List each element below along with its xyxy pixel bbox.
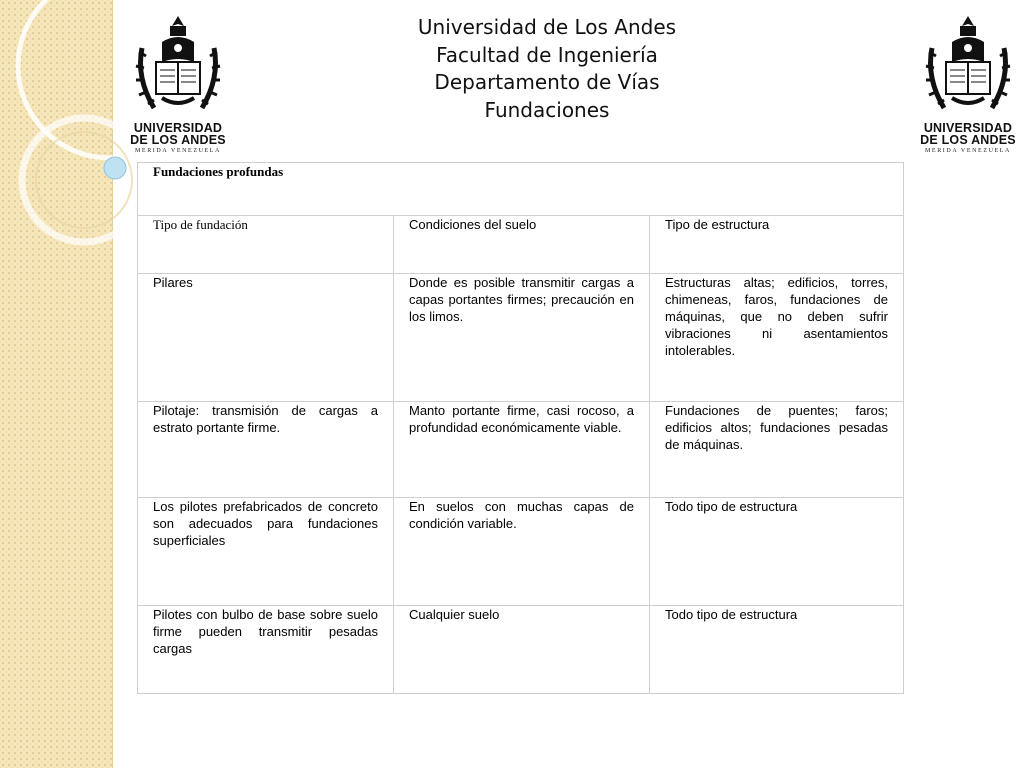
page-title-block	[340, 14, 754, 124]
logo-text-line2: DE LOS ANDES	[130, 133, 226, 147]
crest-icon	[132, 12, 224, 120]
header-cell-foundation-type: Tipo de fundación	[138, 216, 394, 274]
title-subject: Fundaciones	[484, 97, 610, 122]
logo-text-line3: MERIDA VENEZUELA	[135, 148, 221, 154]
logo-text-line1: UNIVERSIDAD	[133, 121, 223, 135]
table-cell: Manto portante firme, casi rocoso, a profundidad económicamente viable.	[394, 402, 650, 498]
university-logo-right	[918, 10, 1018, 154]
table-cell: Fundaciones de puentes; faros; edificios altos; fundaciones pesadas de máquinas.	[650, 402, 904, 498]
logo-text-line2: DE LOS ANDES	[920, 133, 1016, 147]
table-row	[138, 274, 904, 402]
decorative-dot	[104, 157, 126, 179]
title-department: Departamento de Vías	[434, 70, 660, 94]
table-cell: Todo tipo de estructura	[650, 606, 904, 694]
header-cell-soil-conditions: Condiciones del suelo	[394, 216, 650, 274]
table-cell: Pilares	[138, 274, 394, 402]
decorative-ring-small	[22, 118, 140, 242]
table-cell: Estructuras altas; edificios, torres, chimeneas, faros, fundaciones de máquinas, que no deben sufrir vibraciones ni asentamientos intolerables.	[650, 274, 904, 402]
logo-text-line3: MERIDA VENEZUELA	[925, 148, 1011, 154]
table-cell: Los pilotes prefabricados de concreto son adecuados para fundaciones superficiales	[138, 498, 394, 606]
decorative-rings	[0, 0, 140, 320]
table-cell: Donde es posible transmitir cargas a capas portantes firmes; precaución en los limos.	[394, 274, 650, 402]
table-title: Fundaciones profundas	[138, 163, 904, 216]
table-title-row	[138, 163, 904, 216]
table-row	[138, 402, 904, 498]
table-cell: Pilotaje: transmisión de cargas a estrato portante firme.	[138, 402, 394, 498]
table-cell: En suelos con muchas capas de condición variable.	[394, 498, 650, 606]
table-row	[138, 606, 904, 694]
table-cell: Pilotes con bulbo de base sobre suelo firme pueden transmitir pesadas cargas	[138, 606, 394, 694]
foundations-table	[137, 162, 904, 694]
university-logo-left	[128, 10, 228, 154]
table-row	[138, 498, 904, 606]
table-cell: Todo tipo de estructura	[650, 498, 904, 606]
title-faculty: Facultad de Ingeniería	[436, 42, 658, 67]
table-cell: Cualquier suelo	[394, 606, 650, 694]
crest-icon	[922, 12, 1014, 120]
logo-text-line1: UNIVERSIDAD	[923, 121, 1013, 135]
table-header-row	[138, 216, 904, 274]
header-cell-structure-type: Tipo de estructura	[650, 216, 904, 274]
title-university: Universidad de Los Andes	[417, 15, 677, 39]
decorative-ring-inner	[36, 132, 132, 228]
